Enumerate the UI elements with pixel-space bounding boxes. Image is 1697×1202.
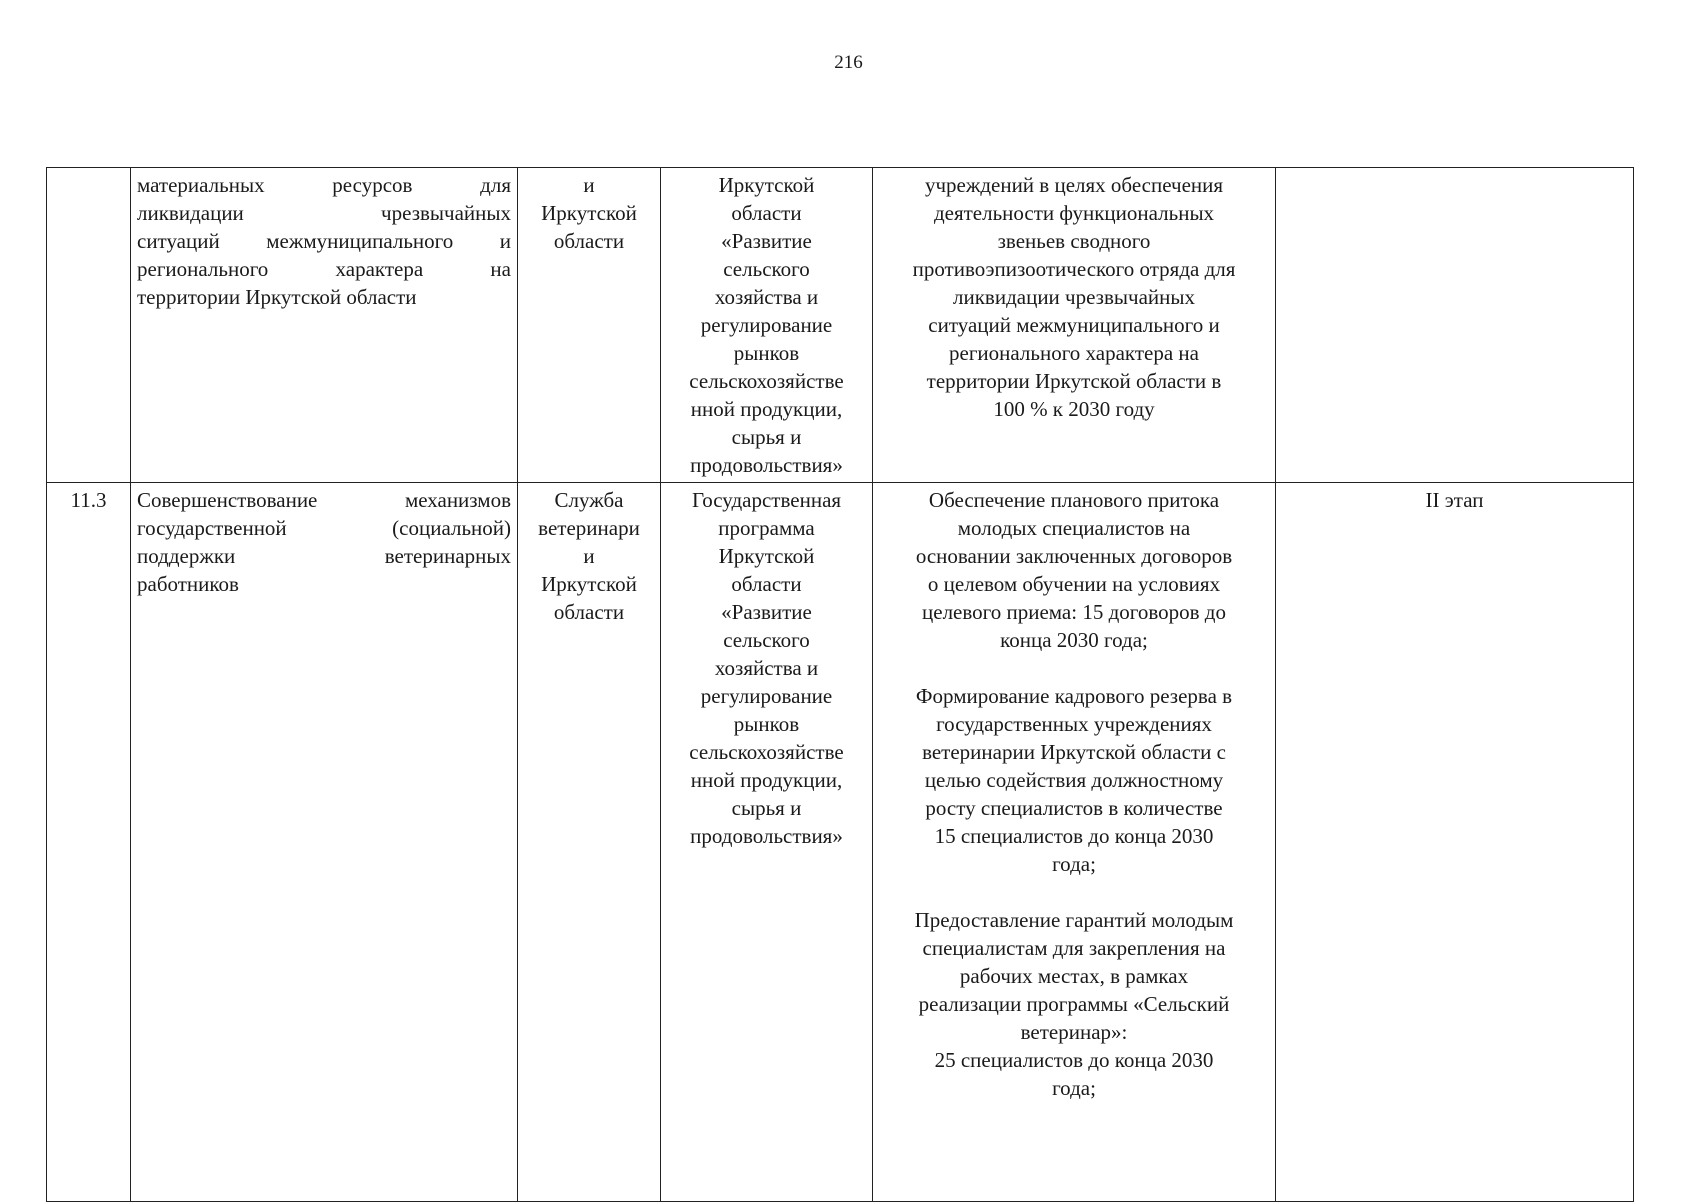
executor-line: и — [583, 173, 595, 197]
result-line: Обеспечение планового притока — [928, 488, 1220, 512]
result-line: о целевом обучении на условиях — [927, 572, 1221, 596]
program-line: нной продукции, — [690, 768, 843, 792]
measure-name-line: ликвидации чрезвычайных — [137, 201, 511, 225]
result-line: реализации программы «Сельский — [918, 992, 1230, 1016]
executor-cell — [518, 483, 661, 1202]
result-line: ветеринар»: — [1020, 1020, 1128, 1044]
result-line: конца 2030 года; — [1000, 628, 1148, 652]
measure-name-line: материальных ресурсов для — [137, 173, 511, 197]
result-line: Формирование кадрового резерва в — [915, 684, 1233, 708]
result-line: целью содействия должностному — [924, 768, 1224, 792]
program-line: сельского — [723, 628, 810, 652]
measures-table — [46, 167, 1634, 1202]
result-line: территории Иркутской области в — [926, 369, 1222, 393]
executor-line: ветеринари — [538, 516, 640, 540]
program-line: Иркутской — [718, 173, 815, 197]
program-line: сельскохозяйстве — [689, 369, 844, 393]
result-line: молодых специалистов на — [957, 516, 1191, 540]
result-line: 15 специалистов до конца 2030 — [934, 824, 1214, 848]
program-line: области — [731, 572, 802, 596]
program-line: Иркутской — [718, 544, 815, 568]
table-row — [47, 483, 1634, 1202]
program-line: области — [731, 201, 802, 225]
result-line: звеньев сводного — [997, 229, 1151, 253]
row-number: 11.3 — [70, 488, 107, 512]
page-number: 216 — [834, 52, 863, 73]
measure-name-line: территории Иркутской области — [137, 285, 417, 309]
measure-name-cell — [131, 483, 518, 1202]
stage-cell — [1276, 168, 1634, 483]
program-line: программа — [718, 516, 815, 540]
result-cell — [873, 483, 1276, 1202]
result-line: 25 специалистов до конца 2030 — [934, 1048, 1214, 1072]
stage-label: II этап — [1425, 488, 1484, 512]
result-line: 100 % к 2030 году — [993, 397, 1155, 421]
result-line: Предоставление гарантий молодым — [914, 908, 1234, 932]
program-line: хозяйства и — [714, 285, 819, 309]
result-line: целевого приема: 15 договоров до — [922, 600, 1226, 624]
program-line: сельского — [723, 257, 810, 281]
result-line: деятельности функциональных — [933, 201, 1215, 225]
result-line: росту специалистов в количестве — [925, 796, 1223, 820]
row-number-cell — [47, 168, 131, 483]
program-line: рынков — [733, 712, 800, 736]
measure-name-line: Совершенствование механизмов — [137, 488, 511, 512]
result-line: года; — [1052, 852, 1096, 876]
executor-line: Служба — [554, 488, 624, 512]
stage-cell — [1276, 483, 1634, 1202]
paragraph-gap — [879, 878, 1269, 906]
program-cell — [661, 168, 873, 483]
program-line: рынков — [733, 341, 800, 365]
executor-line: и — [583, 544, 595, 568]
program-line: нной продукции, — [690, 397, 843, 421]
program-line: регулирование — [700, 684, 833, 708]
result-line: ситуаций межмуниципального и — [928, 313, 1220, 337]
program-line: сырья и — [731, 796, 802, 820]
executor-line: Иркутской — [541, 572, 637, 596]
executor-line: области — [553, 229, 625, 253]
executor-cell — [518, 168, 661, 483]
result-line: ликвидации чрезвычайных — [953, 285, 1195, 309]
measure-name-line: поддержки ветеринарных — [137, 544, 511, 568]
executor-line: области — [553, 600, 625, 624]
paragraph-gap — [879, 654, 1269, 682]
result-line: года; — [1052, 1076, 1096, 1100]
program-cell — [661, 483, 873, 1202]
program-line: продовольствия» — [690, 453, 843, 477]
result-line: специалистам для закрепления на — [922, 936, 1226, 960]
program-line: сырья и — [731, 425, 802, 449]
result-line: противоэпизоотического отряда для — [912, 257, 1236, 281]
result-line: учреждений в целях обеспечения — [924, 173, 1224, 197]
executor-line: Иркутской — [541, 201, 637, 225]
measure-name-line: работников — [137, 572, 239, 596]
table-row — [47, 168, 1634, 483]
program-line: «Развитие — [721, 229, 812, 253]
row-number-cell — [47, 483, 131, 1202]
result-line: основании заключенных договоров — [915, 544, 1233, 568]
program-line: хозяйства и — [714, 656, 819, 680]
result-cell — [873, 168, 1276, 483]
program-line: сельскохозяйстве — [689, 740, 844, 764]
measure-name-cell — [131, 168, 518, 483]
program-line: Государственная — [691, 488, 842, 512]
measure-name-line: государственной (социальной) — [137, 516, 511, 540]
result-line: государственных учреждениях — [936, 712, 1212, 736]
program-line: «Развитие — [721, 600, 812, 624]
program-line: регулирование — [700, 313, 833, 337]
measure-name-line: ситуаций межмуниципального и — [137, 229, 511, 253]
result-line: ветеринарии Иркутской области с — [922, 740, 1226, 764]
result-line: регионального характера на — [949, 341, 1199, 365]
result-line: рабочих местах, в рамках — [959, 964, 1189, 988]
program-line: продовольствия» — [690, 824, 843, 848]
measure-name-line: регионального характера на — [137, 257, 511, 281]
